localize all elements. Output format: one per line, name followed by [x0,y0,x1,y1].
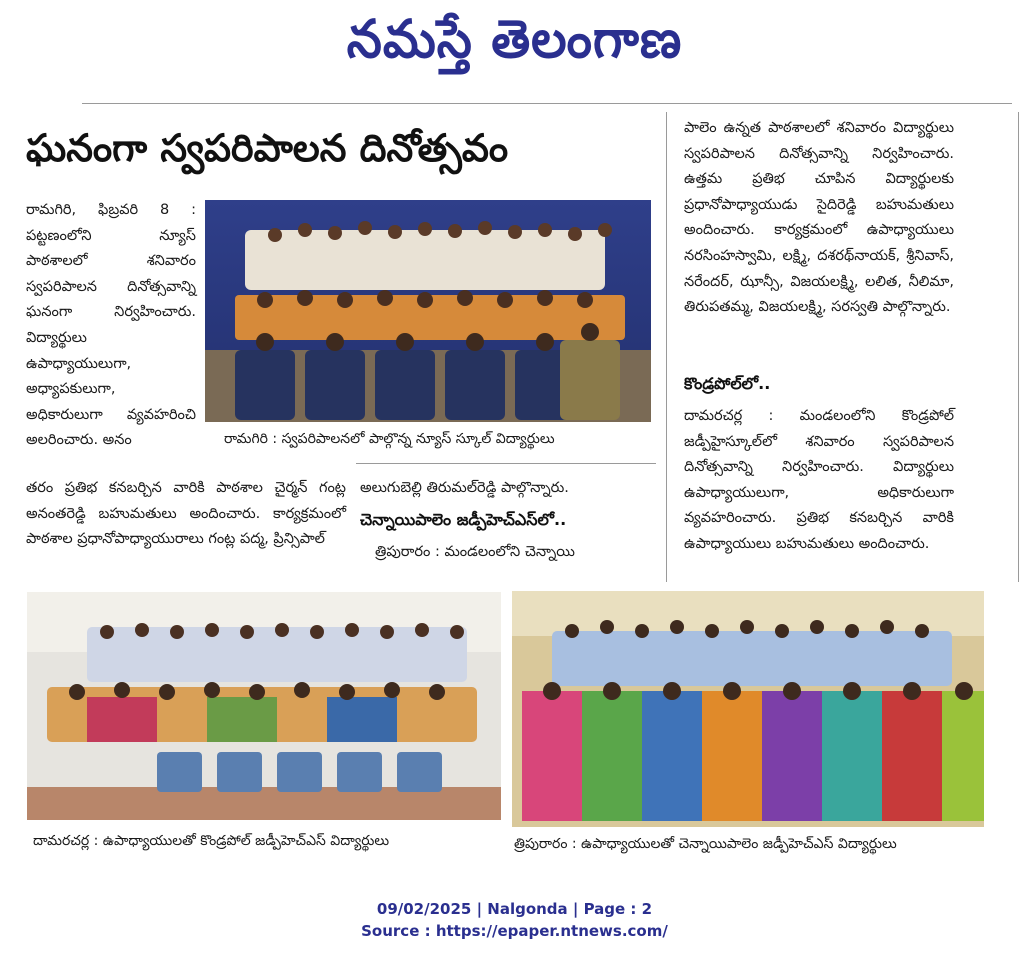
photo-news-school-students [205,200,651,422]
group-photo-graphic [27,592,501,820]
photo-top-caption: రామగిరి : స్వపరిపాలనలో పాల్గొన్న న్యూస్ స్కూల్ విద్యార్థులు [224,431,555,447]
article-rule-mid [356,463,656,464]
continuation-mid-text: అలుగుబెల్లి తిరుమల్‌రెడ్డి పాల్గొన్నారు. [360,480,569,496]
article-right-column-1 [684,116,954,366]
column-divider-right [666,112,667,582]
subhead-chennaipalem: చెన్నాయిపాలెం జడ్పీహెచ్ఎస్‌లో.. [360,510,567,529]
column-1-text: రామగిరి, ఫిబ్రవరి 8 : పట్టణంలోని న్యూస్ పాఠశాలలో శనివారం స్వపరిపాలన దినోత్సవాన్ని ఘనంగా నిర్వహించారు. విద్యార్థులు ఉపాధ్యాయులుగా, అధ్యాపకులుగా, అధికారులుగా వ్యవహరించి అలరించారు. అనం [26,202,196,449]
masthead-title: నమస్తే తెలంగాణ [346,8,683,70]
footer-date-edition: 09/02/2025 | Nalgonda | Page : 2 [376,900,653,918]
right-edge-rule [1018,112,1019,582]
group-photo-graphic [205,200,651,422]
photo-bottom-right-caption: త్రిపురారం : ఉపాధ్యాయులతో చెన్నాయిపాలెం జడ్పీహెచ్ఎస్ విద్యార్థులు [514,836,897,852]
photo-kondrapol-students [27,592,501,820]
subhead-kondrapol: కొండ్రపోల్‌లో.. [684,374,771,393]
top-rule [82,103,1012,104]
article-right-column-2 [684,404,954,574]
photo-bottom-left-caption: దామరచర్ల : ఉపాధ్యాయులతో కొండ్రపోల్ జడ్పీహెచ్ఎస్ విద్యార్థులు [33,833,390,849]
article-continuation-mid [360,476,656,504]
article-continuation-left [26,476,346,586]
photo-chennaipalem-students [512,591,984,827]
continuation-left-text: తరం ప్రతిభ కనబర్చిన వారికి పాఠశాల చైర్మన్ గంట్ల అనంతరెడ్డి బహుమతులు అందించారు. కార్యక్రమంలో పాఠశాల ప్రధానోపాధ్యాయురాలు గంట్ల పద్మ, ప్రిన్సిపాల్ [26,480,346,548]
group-photo-graphic [512,591,984,827]
article-headline: ఘనంగా స్వపరిపాలన దినోత్సవం [26,126,509,170]
article-column-1 [26,198,196,473]
footer-source-link[interactable]: Source : https://epaper.ntnews.com/ [361,922,668,940]
chennai-intro-text: త్రిపురారం : మండలంలోని చెన్నాయి [375,544,575,560]
right-column-2-text: దామరచర్ల : మండలంలోని కొండ్రపోల్ జడ్పీహైస్కూల్‌లో శనివారం స్వపరిపాలన దినోత్సవాన్ని నిర్వహించారు. విద్యార్థులు ఉపాధ్యాయులుగా, అధికారులుగా వ్యవహరించారు. ప్రతిభ కనబర్చిన వారికి ఉపాధ్యాయులు బహుమతులు అందించారు. [684,408,954,552]
article-chennai-intro [375,540,656,568]
right-column-1-text: పాలెం ఉన్నత పాఠశాలలో శనివారం విద్యార్థులు స్వపరిపాలన దినోత్సవాన్ని నిర్వహించారు. ఉత్తమ ప్రతిభ చూపిన విద్యార్థులకు ప్రధానోపాధ్యాయుడు సైదిరెడ్డి బహుమతులు అందించారు. కార్యక్రమంలో ఉపాధ్యాయులు నరసింహస్వామి, లక్ష్మి, దశరథ్‌నాయక్, శ్రీనివాస్, నరేందర్, ఝాన్సీ, విజయలక్ష్మి, లలిత, నీలిమా, తిరుపతమ్మ, విజయలక్ష్మి, సరస్వతి పాల్గొన్నారు. [684,120,954,316]
